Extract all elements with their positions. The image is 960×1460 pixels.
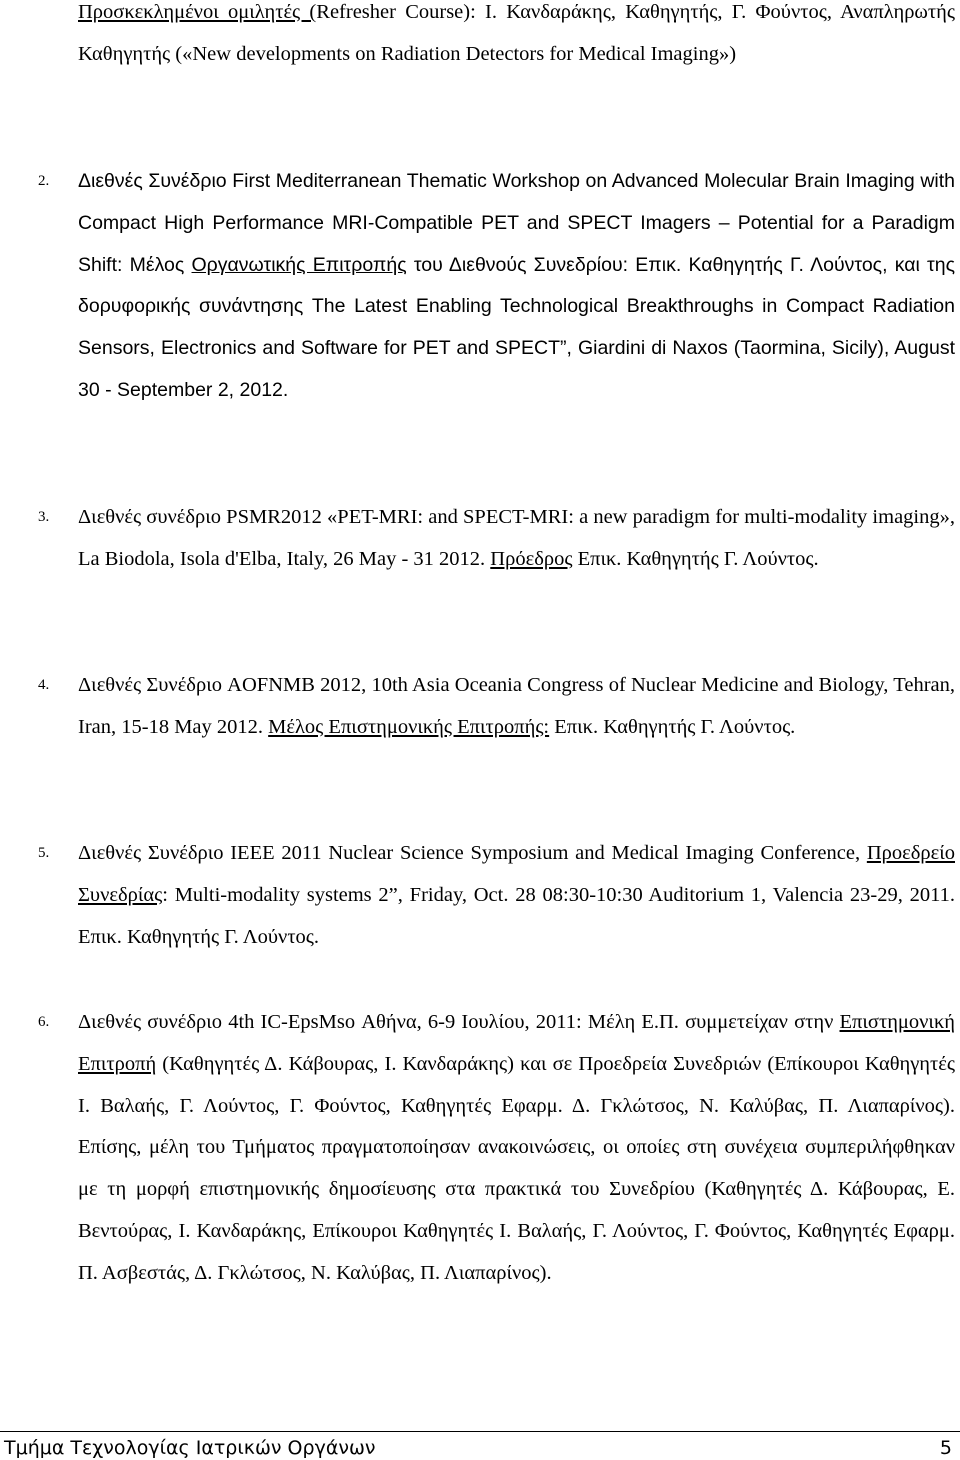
list-number-4: 4. <box>38 677 50 693</box>
session-chair-label: Προεδρείο Συνεδρίας <box>78 842 955 906</box>
list-item-4-text-b: Επικ. Καθηγητής Γ. Λούντος. <box>549 715 796 738</box>
list-item-5-text-b: : Multi-modality systems 2”, Friday, Oct. 28 08:30-10:30 Auditorium 1, Valencia 23-29, 2011. Επικ. Καθηγητής Γ. Λούντος. <box>78 883 955 948</box>
footer-divider <box>0 1431 960 1432</box>
list-item-5-text-a: Διεθνές Συνέδριο IEEE 2011 Nuclear Science Symposium and Medical Imaging Conference, <box>78 842 867 864</box>
list-item-5 <box>78 833 955 958</box>
list-number-6: 6. <box>38 1014 50 1030</box>
list-item-1-text: Refresher Course): Ι. Κανδαράκης, Καθηγητής, Γ. Φούντος, Αναπληρωτής Καθηγητής («New developments on Radiation Detectors for Medical Imaging») <box>78 1 955 65</box>
chair-label: Πρόεδρος <box>490 547 573 570</box>
footer-page-number: 5 <box>939 1437 952 1459</box>
list-item-1 <box>78 0 955 76</box>
list-item-4-text-a: Διεθνές Συνέδριο AOFNMB 2012, 10th Asia Oceania Congress of Nuclear Medicine and Biology, Tehran, Iran, 15-18 May 2012. <box>78 674 955 738</box>
list-item-3 <box>78 497 955 581</box>
list-item-6-text-b: (Καθηγητές Δ. Κάβουρας, Ι. Κανδαράκης) και σε Προεδρεία Συνεδριών (Επίκουροι Καθηγητές Ι. Βαλαής, Γ. Λούντος, Γ. Φούντος, Καθηγητές Εφαρμ. Δ. Γκλώτσος, Ν. Καλύβας, Π. Λιαπαρίνος). Επίσης, μέλη του Τμήματος πραγματοποίησαν ανακοινώσεις, οι οποίες στη συνέχεια συμπεριλήφθηκαν με τη μορφή επιστημονικής δημοσίευσης στα πρακτικά του Συνεδρίου (Καθηγητές Δ. Κάβουρας, Ε. Βεντούρας, Ι. Κανδαράκης, Επίκουροι Καθηγητές Ι. Βαλαής, Γ. Λούντος, Γ. Φούντος, Καθηγητές Εφαρμ. Π. Ασβεστάς, Δ. Γκλώτσος, Ν. Καλύβας, Π. Λιαπαρίνος). <box>78 1052 955 1284</box>
list-number-5: 5. <box>38 845 50 861</box>
list-item-4 <box>78 665 955 749</box>
scientific-committee-label: Μέλος Επιστημονικής Επιτροπής: <box>268 715 550 738</box>
list-item-2-text-a: Διεθνές Συνέδριο First Mediterranean Thematic Workshop on Advanced Molecular Brain Imaging with Compact High Performance MRI-Compatible PET and SPECT Imagers – Potential for a Paradigm Shift: Μέλος <box>78 170 955 276</box>
scientific-committee-label-2: Επιστημονική Επιτροπή <box>78 1011 955 1075</box>
invited-speakers-label: Προσκεκλημένοι ομιλητές ( <box>78 1 317 23</box>
list-item-3-text-b: Επικ. Καθηγητής Γ. Λούντος. <box>572 547 819 570</box>
footer-department: Τμήμα Τεχνολογίας Ιατρικών Οργάνων <box>4 1437 376 1459</box>
list-item-2-text-b: του Διεθνούς Συνεδρίου: Επικ. Καθηγητής Γ. Λούντος, και της δορυφορικής συνάντησης <box>78 253 955 318</box>
list-item-6 <box>78 1002 955 1295</box>
list-item-2-text-c: The Latest Enabling Technological Breakthroughs in Compact Radiation Sensors, Electronics and Software for PET and SPECT”, Giardini di Naxos (Taormina, Sicily), August 30 - September 2, 2012. <box>78 295 955 401</box>
list-number-2: 2. <box>38 173 50 189</box>
list-number-3: 3. <box>38 509 50 525</box>
list-item-6-text-a: Διεθνές συνέδριο 4th IC-EpsMso Αθήνα, 6-9 Ιουλίου, 2011: Μέλη Ε.Π. συμμετείχαν στην <box>78 1011 840 1033</box>
list-item-3-text-a: Διεθνές συνέδριο PSMR2012 «PET-MRI: and SPECT-MRI: a new paradigm for multi-modality imaging», La Biodola, Isola d'Elba, Italy, 26 May - 31 2012. <box>78 506 955 570</box>
list-item-2 <box>78 161 955 412</box>
organizing-committee-label: Οργανωτικής Επιτροπής <box>191 253 407 276</box>
